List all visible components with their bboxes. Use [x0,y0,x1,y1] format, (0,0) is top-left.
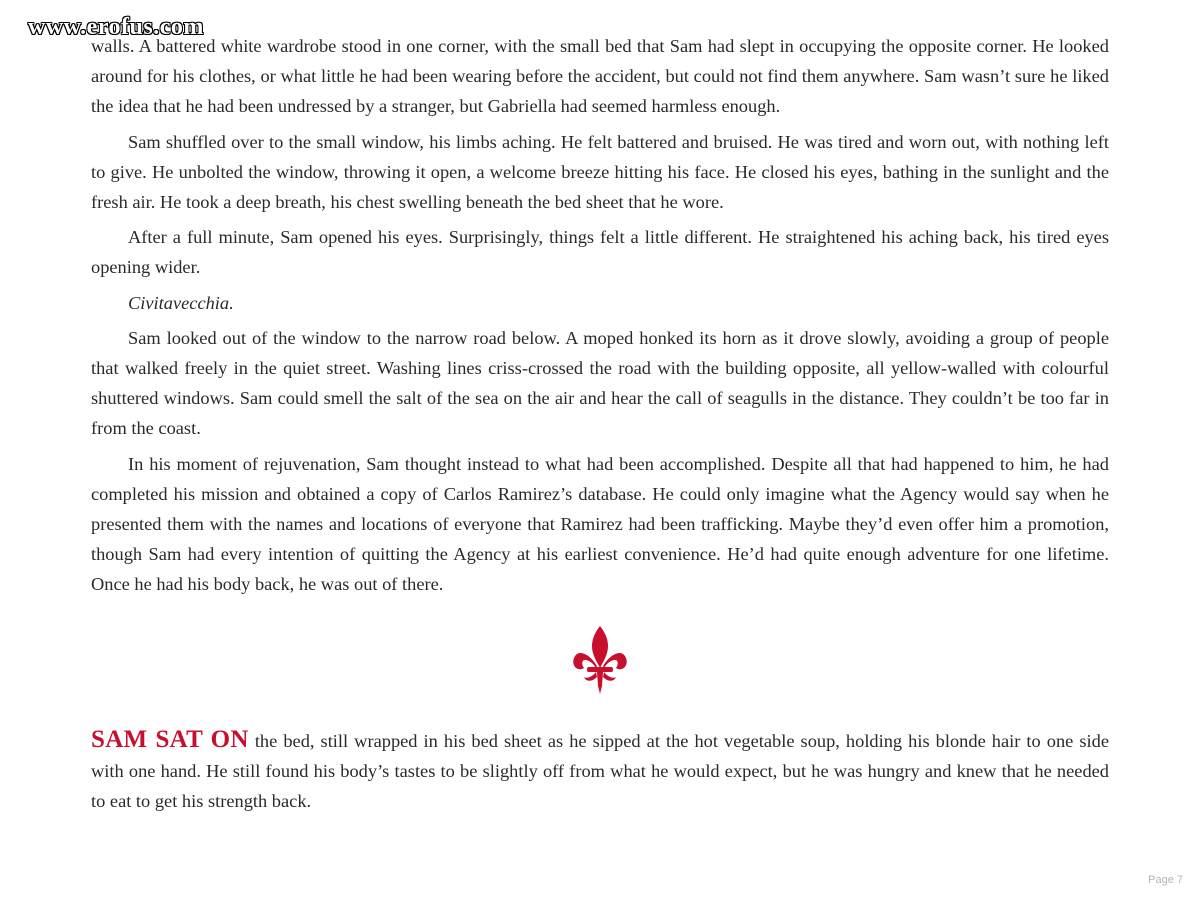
paragraph: In his moment of rejuvenation, Sam thought instead to what had been accomplished. Despite all that had happened to him, he had completed his mission and obtained a copy of Carlos Ramirez’s database. He could only imagine what the Agency would say when he presented them with the names and locations of everyone that Ramirez had been trafficking. Maybe they’d even offer him a promotion, though Sam had every intention of quitting the Agency at his earliest convenience. He’d had quite enough adventure for one lifetime. Once he had his body back, he was out of there. [91,453,1109,595]
fleur-de-lis-icon [570,624,630,696]
page-number: Page 7 [1148,874,1183,886]
body-text-top [91,31,1109,605]
section-opening-paragraph [91,725,1109,817]
paragraph: Sam shuffled over to the small window, his limbs aching. He felt battered and bruised. He was tired and worn out, with nothing left to give. He unbolted the window, throwing it open, a welcome breeze hitting his face. He closed his eyes, bathing in the sunlight and the fresh air. He took a deep breath, his chest swelling beneath the bed sheet that he wore. [91,131,1109,213]
paragraph: walls. A battered white wardrobe stood in one corner, with the small bed that Sam had slept in occupying the opposite corner. He looked around for his clothes, or what little he had been wearing before the accident, but could not find them anywhere. Sam wasn’t sure he liked the idea that he had been undressed by a stranger, but Gabriella had seemed harmless enough. [91,36,1109,117]
paragraph: After a full minute, Sam opened his eyes. Surprisingly, things felt a little different. He straightened his aching back, his tired eyes opening wider. [91,227,1109,278]
section-lead-in: SAM SAT ON [91,726,249,753]
watermark: www.erofus.com [28,14,204,40]
section-body: the bed, still wrapped in his bed sheet as he sipped at the hot vegetable soup, holding his blonde hair to one side with one hand. He still found his body’s tastes to be slightly off from what he would expect, but he was hungry and knew that he needed to eat to get his strength back. [91,731,1109,812]
paragraph: Sam looked out of the window to the narrow road below. A moped honked its horn as it drove slowly, avoiding a group of people that walked freely in the quiet street. Washing lines criss-crossed the road with the building opposite, all yellow-walled with colourful shuttered windows. Sam could smell the salt of the sea on the air and hear the call of seagulls in the distance. They couldn’t be too far in from the coast. [91,327,1109,439]
paragraph-italic: Civitavecchia. [128,292,234,313]
body-text-bottom [91,725,1109,822]
